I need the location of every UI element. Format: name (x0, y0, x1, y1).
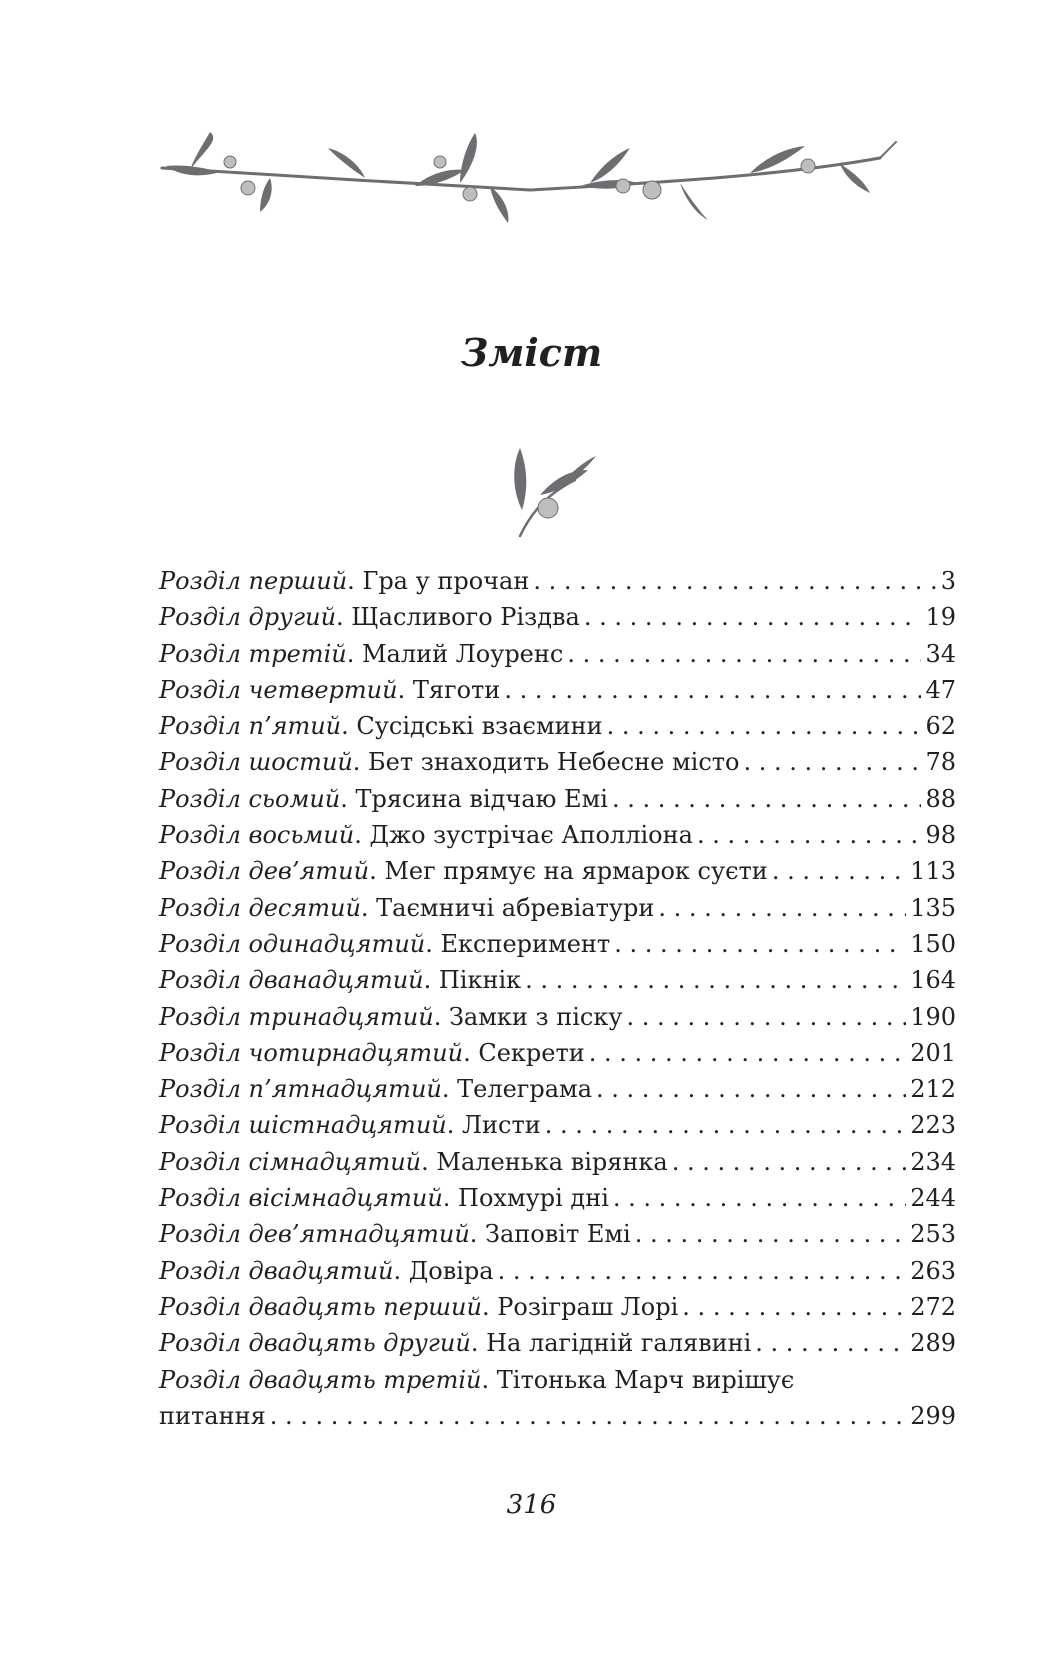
toc-entry[interactable]: Розділ шостий . Бет знаходить Небесне місто . . . 78 (159, 744, 956, 780)
toc-entry[interactable]: Розділ четвертий . Тяготи . . . 47 (159, 672, 956, 708)
chapter-title: Замки з піску (448, 1002, 623, 1031)
chapter-number: Розділ п’ятнадцятий (159, 1075, 442, 1104)
dot-leader (672, 1144, 906, 1180)
dot-leader (658, 890, 906, 926)
toc-entry[interactable]: Розділ дев’ятий . Мег прямує на ярмарок суєти . . . 113 (159, 853, 956, 889)
toc-entry-first-line: Розділ двадцять третій. Тітонька Марч вирішує (159, 1365, 795, 1394)
chapter-number: Розділ четвертий (159, 675, 398, 704)
chapter-page: 190 (910, 1002, 956, 1031)
chapter-title: Телеграма (457, 1075, 593, 1104)
dot-leader (567, 636, 921, 672)
chapter-title: Гра у прочан (362, 567, 530, 595)
dot-leader (682, 1289, 906, 1325)
toc-entry[interactable]: Розділ одинадцятий . Експеримент . . . 150 (159, 926, 956, 962)
toc-entry[interactable]: Розділ двадцятий . Довіра . . . 263 (159, 1253, 956, 1289)
chapter-page: 62 (925, 712, 956, 741)
dot-leader (270, 1398, 906, 1434)
toc-entry[interactable]: Розділ тринадцятий . Замки з піску . . . 190 (159, 999, 956, 1035)
chapter-number: Розділ третій (159, 639, 347, 668)
toc-entry[interactable]: Розділ восьмий . Джо зустрічає Аполліона . . . 98 (159, 817, 956, 853)
chapter-number: Розділ дванадцятий (159, 966, 424, 995)
dot-leader (525, 962, 906, 998)
toc-entry[interactable]: Розділ третій . Малий Лоуренс . . . 34 (159, 636, 956, 672)
dot-leader (613, 1180, 906, 1216)
chapter-number: Розділ двадцять третій (159, 1365, 482, 1394)
chapter-page: 212 (910, 1075, 956, 1104)
chapter-title: Похмурі дні (458, 1184, 609, 1213)
chapter-page: 88 (925, 784, 956, 813)
chapter-number: Розділ тринадцятий (159, 1002, 434, 1031)
dot-leader (607, 708, 922, 744)
chapter-page: 289 (910, 1329, 956, 1358)
dot-leader (584, 599, 922, 635)
dot-leader (626, 999, 906, 1035)
chapter-page: 234 (910, 1147, 956, 1176)
chapter-number: Розділ десятий (159, 893, 361, 922)
leaf-sprig-ornament (500, 440, 596, 540)
toc-entry[interactable]: Розділ вісімнадцятий . Похмурі дні . . . 244 (159, 1180, 956, 1216)
toc-entry[interactable]: Розділ сьомий . Трясина відчаю Емі . . . 88 (159, 781, 956, 817)
chapter-number: Розділ двадцять другий (159, 1329, 471, 1358)
toc-entry[interactable]: Розділ двадцять перший . Розіграш Лорі . . . 272 (159, 1289, 956, 1325)
chapter-page: 47 (925, 675, 956, 704)
chapter-title: Секрети (478, 1038, 585, 1067)
dot-leader (533, 563, 936, 599)
chapter-page: 98 (925, 821, 956, 850)
toc-entry[interactable]: Розділ дванадцятий . Пікнік . . . 164 (159, 962, 956, 998)
chapter-page: 201 (910, 1038, 956, 1067)
chapter-title: Мег прямує на ярмарок суєти (384, 857, 768, 886)
chapter-number: Розділ восьмий (159, 821, 355, 850)
chapter-title: Пікнік (438, 966, 522, 995)
chapter-number: Розділ двадцять перший (159, 1292, 482, 1321)
chapter-title-continuation: питання (159, 1401, 266, 1430)
chapter-page: 78 (925, 748, 956, 777)
dot-leader (504, 672, 921, 708)
chapter-page: 113 (910, 857, 956, 886)
chapter-title: Щасливого Різдва (351, 603, 580, 632)
toc-entry-second-line (159, 1398, 956, 1434)
chapter-title: Заповіт Емі (485, 1220, 631, 1249)
chapter-title: Експеримент (440, 929, 611, 958)
chapter-title: Бет знаходить Небесне місто (368, 748, 740, 777)
toc-entry[interactable]: Розділ п’ятий . Сусідські взаємини . . . 62 (159, 708, 956, 744)
toc-entry[interactable]: Розділ десятий . Таємничі абревіатури . . . 135 (159, 890, 956, 926)
chapter-title: Тітонька Марч вирішує (496, 1365, 795, 1394)
chapter-title: Трясина відчаю Емі (355, 784, 608, 813)
chapter-number: Розділ вісімнадцятий (159, 1184, 443, 1213)
dot-leader (743, 744, 921, 780)
chapter-number: Розділ двадцятий (159, 1256, 394, 1285)
chapter-number: Розділ шістнадцятий (159, 1111, 447, 1140)
toc-entry[interactable]: Розділ шістнадцятий . Листи . . . 223 (159, 1107, 956, 1143)
dot-leader (614, 926, 906, 962)
chapter-page: 272 (910, 1292, 956, 1321)
toc-entry[interactable]: Розділ п’ятнадцятий . Телеграма . . . 212 (159, 1071, 956, 1107)
chapter-number: Розділ перший (159, 567, 348, 595)
floral-vine-ornament (160, 128, 900, 238)
chapter-page: 19 (925, 603, 956, 632)
dot-leader (772, 853, 906, 889)
chapter-number: Розділ шостий (159, 748, 353, 777)
dot-leader (596, 1071, 906, 1107)
toc-entry[interactable]: Розділ двадцять другий . На лагідній галявині . . . 289 (159, 1325, 956, 1361)
chapter-page: 244 (910, 1184, 956, 1213)
dot-leader (498, 1253, 907, 1289)
chapter-number: Розділ дев’ятий (159, 857, 370, 886)
toc-entry[interactable]: Розділ сімнадцятий . Маленька вірянка . . . 234 (159, 1144, 956, 1180)
toc-entry[interactable] (159, 1362, 956, 1435)
chapter-number: Розділ чотирнадцятий (159, 1038, 464, 1067)
dot-leader (589, 1035, 906, 1071)
chapter-number: Розділ другий (159, 603, 337, 632)
page-title: Зміст (460, 330, 603, 375)
chapter-number: Розділ сімнадцятий (159, 1147, 422, 1176)
chapter-page: 253 (910, 1220, 956, 1249)
toc-entry[interactable]: Розділ перший . Гра у прочан . . . 3 (159, 563, 956, 599)
toc-entry[interactable]: Розділ другий . Щасливого Різдва . . . 19 (159, 599, 956, 635)
chapter-title: Довіра (408, 1256, 494, 1285)
chapter-number: Розділ сьомий (159, 784, 341, 813)
chapter-title: Розіграш Лорі (497, 1292, 679, 1321)
dot-leader (697, 817, 922, 853)
chapter-title: Таємничі абревіатури (376, 893, 655, 922)
dot-leader (635, 1216, 906, 1252)
dot-leader (612, 781, 922, 817)
chapter-page: 299 (910, 1401, 956, 1430)
chapter-page: 34 (925, 639, 956, 668)
chapter-title: Малий Лоуренс (361, 639, 564, 668)
chapter-page: 3 (940, 567, 956, 595)
chapter-page: 263 (910, 1256, 956, 1285)
chapter-page: 135 (910, 893, 956, 922)
chapter-page: 150 (910, 929, 956, 958)
chapter-title: Джо зустрічає Аполліона (369, 821, 693, 850)
chapter-page: 223 (910, 1111, 956, 1140)
page-number: 316 (506, 1490, 557, 1520)
chapter-page: 164 (910, 966, 956, 995)
chapter-title: Листи (462, 1111, 541, 1140)
chapter-title: Тяготи (412, 675, 501, 704)
chapter-title: Маленька вірянка (436, 1147, 668, 1176)
chapter-title: На лагідній галявині (486, 1329, 752, 1358)
chapter-number: Розділ п’ятий (159, 712, 342, 741)
toc-entry[interactable]: Розділ дев’ятнадцятий . Заповіт Емі . . . 253 (159, 1216, 956, 1252)
toc-entry[interactable]: Розділ чотирнадцятий . Секрети . . . 201 (159, 1035, 956, 1071)
table-of-contents (159, 563, 956, 1434)
chapter-number: Розділ дев’ятнадцятий (159, 1220, 470, 1249)
chapter-number: Розділ одинадцятий (159, 929, 426, 958)
dot-leader (545, 1107, 906, 1143)
chapter-title: Сусідські взаємини (356, 712, 603, 741)
dot-leader (755, 1325, 906, 1361)
